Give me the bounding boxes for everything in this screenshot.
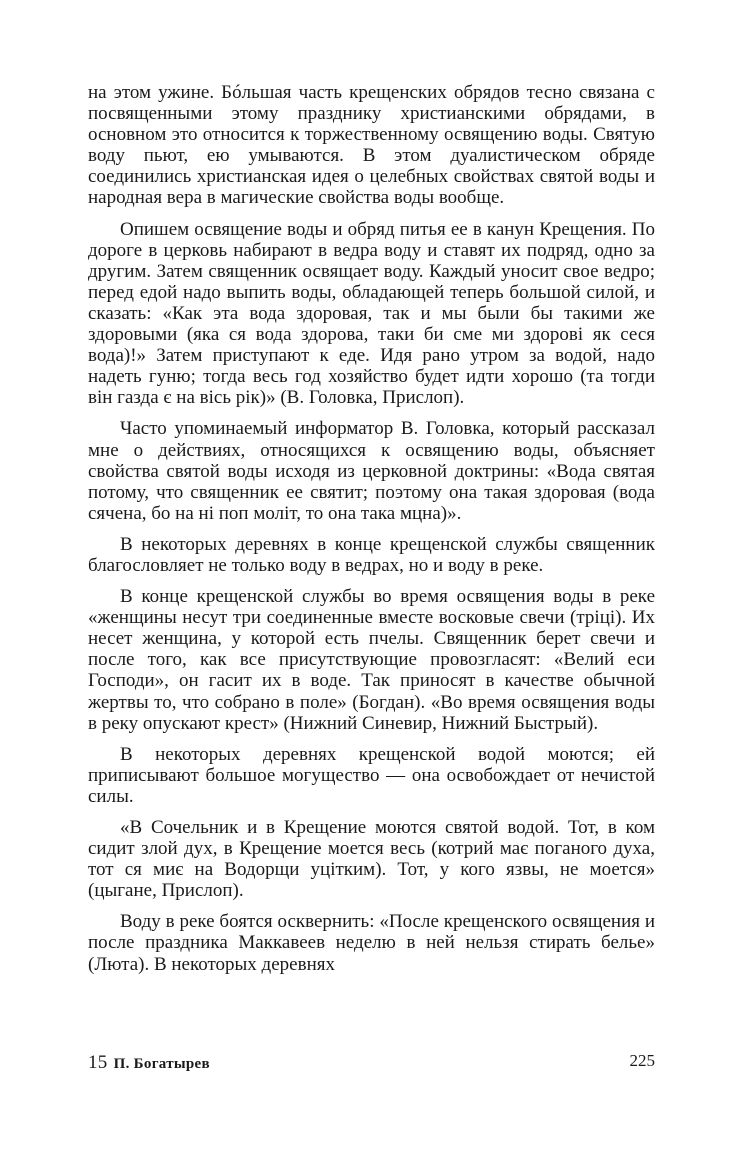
page-number: 225: [629, 1051, 655, 1070]
paragraph-6: В некоторых деревнях крещенской водой моются; ей приписывают большое могущество — она освобождает от нечистой силы.: [88, 743, 655, 807]
paragraph-4: В некоторых деревнях в конце крещенской службы священник благословляет не только воду в ведрах, но и воду в реке.: [88, 533, 655, 576]
paragraph-5: В конце крещенской службы во время освящения воды в реке «женщины несут три соединенные вместе восковые свечи (тріці). Их несет женщина, у которой есть пчелы. Священник берет свечи и после того, как все присутствующие провозгласят: «Велий еси Господи», он гасит их в воде. Так приносят в качестве обычной жертвы то, что собрано в поле» (Богдан). «Во время освящения воды в реку опускают крест» (Нижний Синевир, Нижний Быстрый).: [88, 586, 655, 734]
paragraph-2: Опишем освящение воды и обряд питья ее в канун Крещения. По дороге в церковь набирают в ведра воду и ставят их подряд, одно за другим. Затем священник освящает воду. Каждый уносит свое ведро; перед едой надо выпить воды, обладающей теперь большой силой, и сказать: «Как эта вода здоровая, так и мы были бы такими же здоровыми (яка ся вода здорова, таки би сме ми здорові як сеся вода)!» Затем приступают к еде. Идя рано утром за водой, надо надеть гуню; тогда весь год хозяйство будет идти хорошо (та тогди він газда є на вісь рік)» (В. Головка, Прислоп).: [88, 218, 655, 409]
signature-number: 15: [88, 1052, 108, 1073]
paragraph-7: «В Сочельник и в Крещение моются святой водой. Тот, в ком сидит злой дух, в Крещение моется весь (котрий має поганого духа, тот ся миє на Водорщи уцітким). Тот, у кого язвы, не моется» (цыгане, Прислоп).: [88, 817, 655, 902]
page-footer: [88, 1046, 655, 1076]
paragraph-1: на этом ужине. Бóльшая часть крещенских обрядов тесно связана с посвященными этому празднику христианскими обрядами, в основном это относится к торжественному освящению воды. Святую воду пьют, ею умываются. В этом дуалистическом обряде соединились христианская идея о целебных свойствах святой воды и народная вера в магические свойства воды вообще.: [88, 82, 655, 209]
page-body: [88, 82, 655, 985]
signature-text: П. Богатырев: [113, 1056, 210, 1072]
printer-signature: [88, 1052, 210, 1074]
paragraph-3: Часто упоминаемый информатор В. Головка, который рассказал мне о действиях, относящихся к освящению воды, объясняет свойства святой воды исходя из церковной доктрины: «Вода святая потому, что священник ее святит; поэтому она такая здоровая (вода сячена, бо на ні поп моліт, то она така мцна)».: [88, 418, 655, 524]
paragraph-8: Воду в реке боятся осквернить: «После крещенского освящения и после праздника Маккавеев неделю в ней нельзя стирать белье» (Люта). В некоторых деревнях: [88, 911, 655, 975]
